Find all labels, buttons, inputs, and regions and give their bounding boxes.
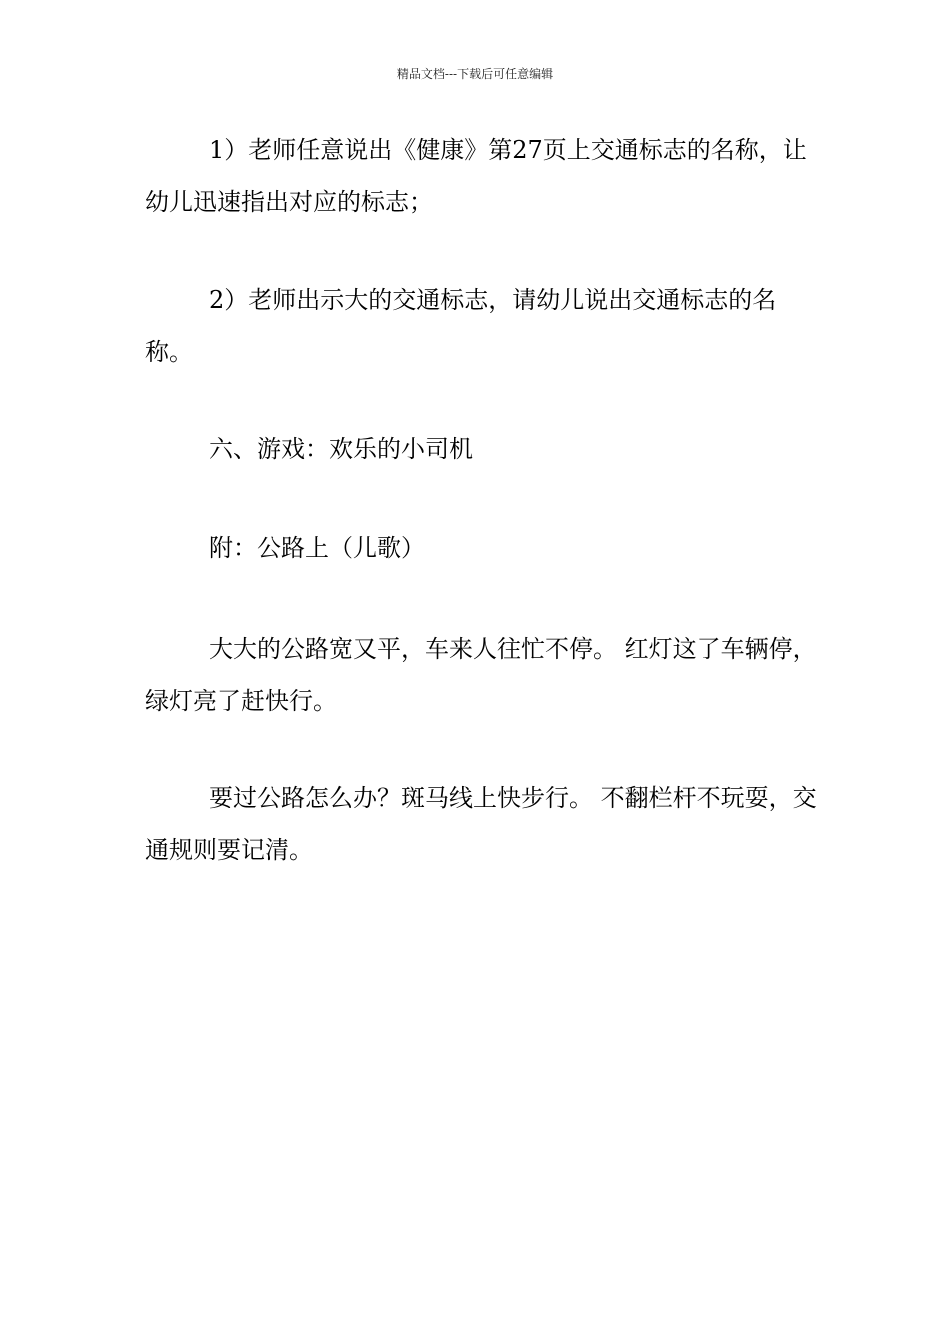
paragraph-show-large-signs: 2）老师出示大的交通标志，请幼儿说出交通标志的名称。 xyxy=(145,286,777,366)
section-heading-game: 六、游戏：欢乐的小司机 xyxy=(209,435,473,463)
appendix-heading: 附：公路上（儿歌） xyxy=(209,534,425,562)
rhyme-stanza-1: 大大的公路宽又平，车来人往忙不停。 红灯这了车辆停，绿灯亮了赶快行。 xyxy=(145,635,817,715)
page-header: 精品文档---下载后可任意编辑 xyxy=(396,67,554,81)
rhyme-stanza-2: 要过公路怎么办？斑马线上快步行。 不翻栏杆不玩耍，交通规则要记清。 xyxy=(145,784,817,864)
paragraph-traffic-sign-naming: 1）老师任意说出《健康》第27页上交通标志的名称，让幼儿迅速指出对应的标志； xyxy=(145,136,807,216)
